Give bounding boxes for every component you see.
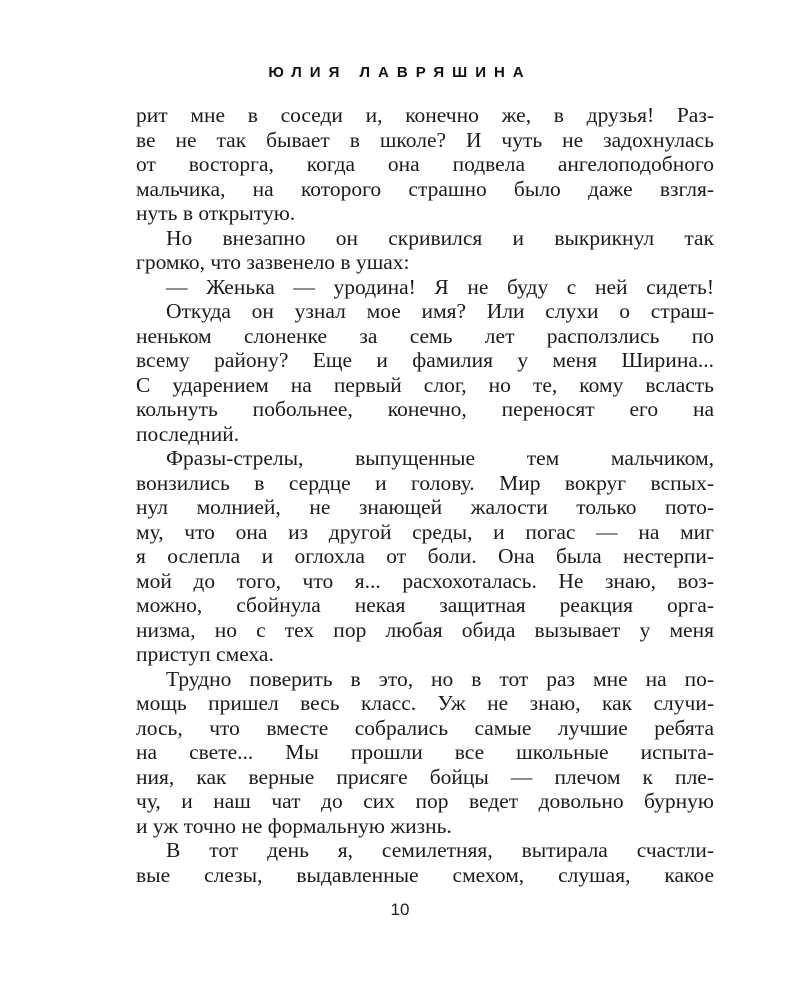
text-line: мой до того, что я... расхохоталась. Не знаю, воз-	[136, 568, 714, 593]
text-line: В тот день я, семилетняя, вытирала счастли-	[166, 838, 714, 862]
text-line: ния, как верные присяге бойцы — плечом к пле-	[136, 764, 714, 789]
page-number: 10	[390, 900, 410, 919]
text-line: вые слезы, выдавленные смехом, слушая, какое	[136, 862, 714, 887]
text-line: нул молнией, не знающей жалости только пото-	[136, 495, 714, 519]
text-line: Трудно поверить в это, но в тот раз мне на по-	[166, 666, 714, 691]
text-line: неньком слоненке за семь лет расползлись по	[136, 323, 714, 348]
text-line: и уж точно не формальную жизнь.	[136, 813, 452, 838]
text-line: мальчика, на которого страшно было даже взгля-	[136, 176, 714, 201]
text-line: громко, что зазвенело в ушах:	[136, 250, 410, 274]
text-line: рит мне в соседи и, конечно же, в друзья! Раз-	[136, 103, 714, 127]
text-line: от восторга, когда она подвела ангелоподобного	[136, 152, 714, 176]
text-line: лось, что вместе собрались самые лучшие ребята	[136, 715, 714, 740]
text-line: Фразы-стрелы, выпущенные тем мальчиком,	[166, 446, 714, 470]
body-text	[136, 103, 714, 887]
text-line: — Женька — уродина! Я не буду с ней сидеть!	[166, 274, 714, 299]
running-head-author: ЮЛИЯ ЛАВРЯШИНА	[268, 64, 532, 81]
text-line: Откуда он узнал мое имя? Или слухи о страш-	[166, 299, 714, 323]
text-line: мощь пришел весь класс. Уж не знаю, как случи-	[136, 691, 714, 715]
text-line: я ослепла и оглохла от боли. Она была нестерпи-	[136, 544, 714, 568]
text-line: приступ смеха.	[136, 642, 274, 666]
text-line: последний.	[136, 421, 240, 446]
text-line: на свете... Мы прошли все школьные испыта-	[136, 740, 714, 764]
text-line: всему району? Еще и фамилия у меня Ширина...	[136, 348, 714, 372]
text-line: вонзились в сердце и голову. Мир вокруг вспых-	[136, 470, 714, 495]
text-line: Но внезапно он скривился и выкрикнул так	[166, 225, 714, 250]
text-line: нуть в открытую.	[136, 201, 296, 225]
text-line: му, что она из другой среды, и погас — на миг	[136, 519, 714, 544]
text-line: низма, но с тех пор любая обида вызывает у меня	[136, 617, 714, 642]
text-line: чу, и наш чат до сих пор ведет довольно бурную	[136, 789, 714, 813]
text-line: С ударением на первый слог, но те, кому всласть	[136, 372, 714, 397]
text-line: ве не так бывает в школе? И чуть не задохнулась	[136, 127, 714, 152]
text-line: можно, сбойнула некая защитная реакция орга-	[136, 593, 714, 617]
text-line: кольнуть побольнее, конечно, переносят его на	[136, 397, 714, 421]
